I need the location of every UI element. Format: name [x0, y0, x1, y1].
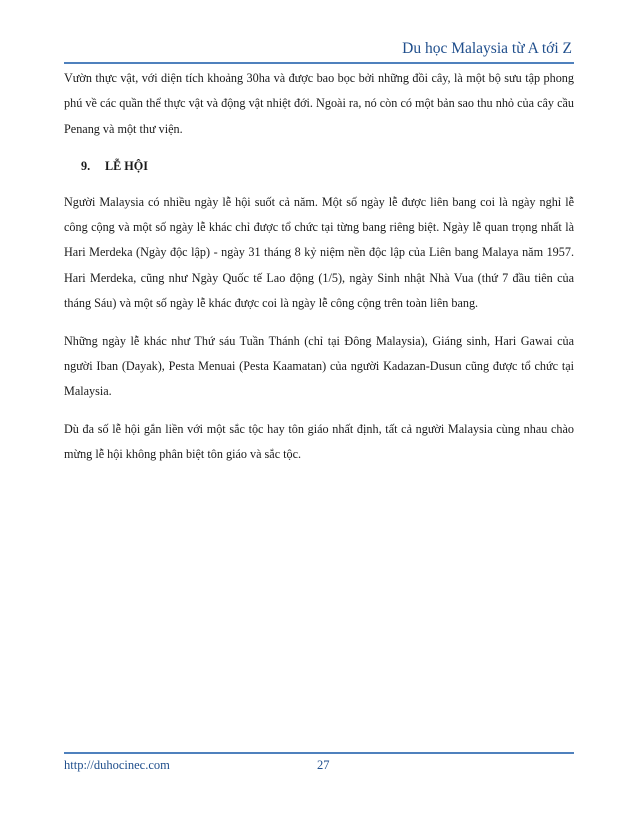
section-title: LỄ HỘI: [105, 159, 149, 174]
section-number: 9.: [81, 159, 91, 174]
section-heading: [64, 154, 574, 179]
header-divider: [64, 62, 574, 64]
paragraph-other-holidays: Những ngày lễ khác như Thứ sáu Tuần Thánh (chỉ tại Đông Malaysia), Giáng sinh, Hari Gawai của người Iban (Dayak), Pesta Menuai (Pesta Kaamatan) của người Kadazan-Dusun cũng được tổ chức tại Malaysia.: [64, 333, 574, 399]
page-body: [64, 66, 574, 480]
paragraph-holidays-overview: Người Malaysia có nhiều ngày lễ hội suốt cả năm. Một số ngày lễ được liên bang coi là ngày nghỉ lễ công cộng và một số ngày lễ khác chỉ được tổ chức tại từng bang riêng biệt. Ngày lễ quan trọng nhất là Hari Merdeka (Ngày độc lập) - ngày 31 tháng 8 kỷ niệm nền độc lập của Liên bang Malaya năm 1957. Hari Merdeka, cũng như Ngày Quốc tế Lao động (1/5), ngày Sinh nhật Nhà Vua (thứ 7 đầu tiên của tháng Sáu) và một số ngày lễ khác được coi là ngày lễ công cộng trên toàn liên bang.: [64, 194, 574, 311]
footer-divider: [64, 752, 574, 754]
header-title: Du học Malaysia từ A tới Z: [402, 40, 572, 57]
page-number: 27: [317, 758, 330, 772]
paragraph-celebration: Dù đa số lễ hội gắn liền với một sắc tộc hay tôn giáo nhất định, tất cả người Malaysia cùng nhau chào mừng lễ hội không phân biệt tôn giáo và sắc tộc.: [64, 421, 574, 462]
footer-url-link[interactable]: http://duhocinec.com: [64, 758, 170, 772]
intro-paragraph: Vườn thực vật, với diện tích khoảng 30ha và được bao bọc bởi những đồi cây, là một bộ sưu tập phong phú về các quần thể thực vật và động vật nhiệt đới. Ngoài ra, nó còn có một bản sao thu nhỏ của cây cầu Penang và một thư viện.: [64, 71, 574, 136]
